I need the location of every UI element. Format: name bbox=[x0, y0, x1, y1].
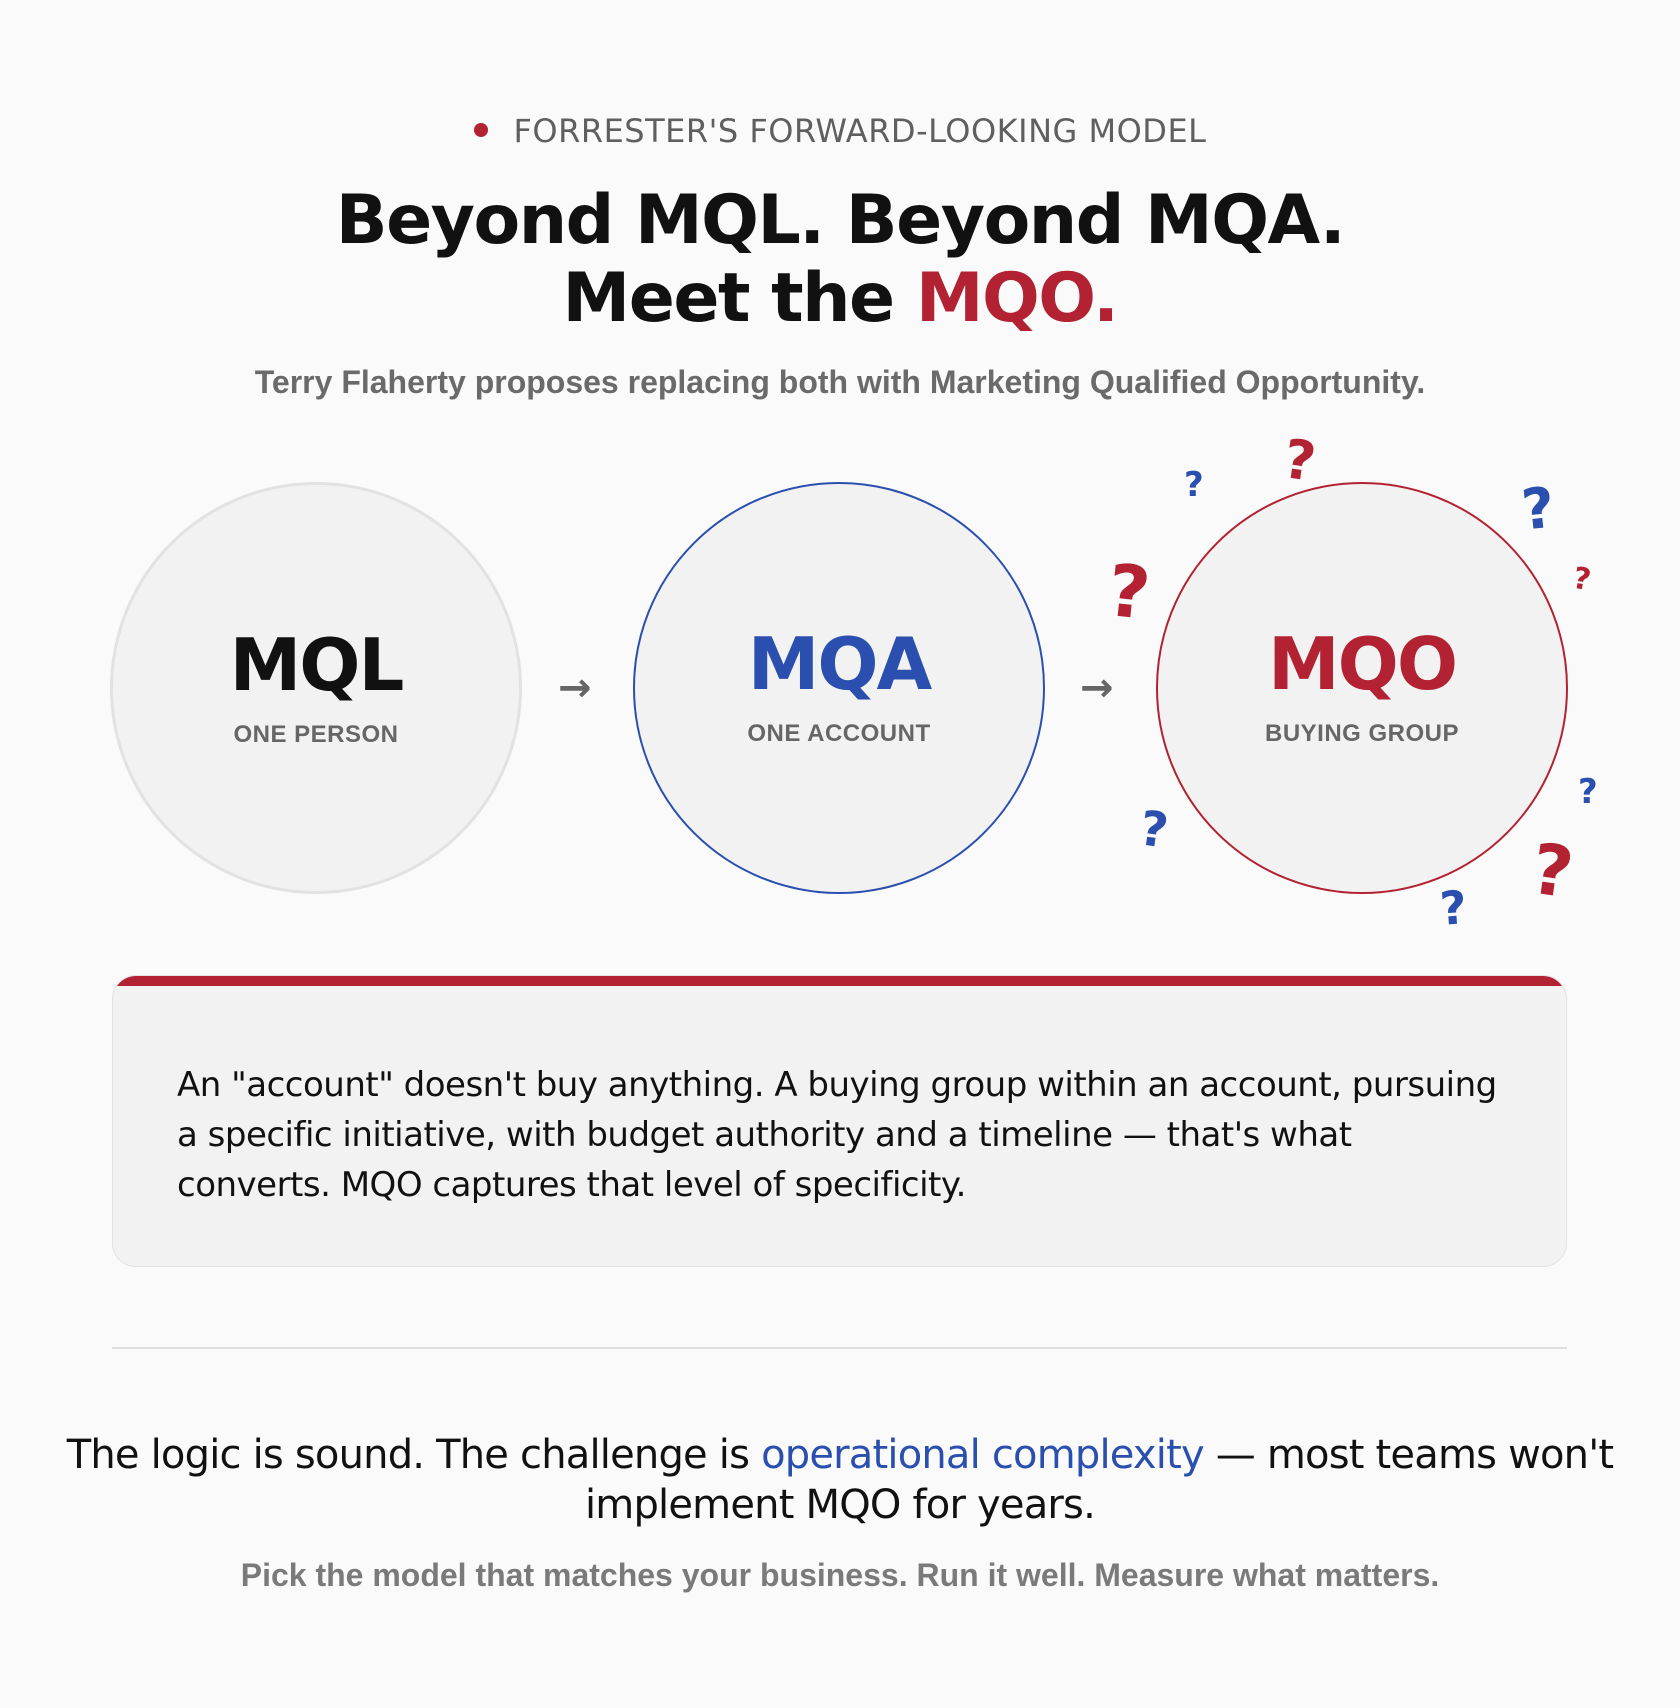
card-accent-bar bbox=[113, 976, 1566, 986]
title-line-1: Beyond MQL. Beyond MQA. bbox=[335, 181, 1345, 260]
divider bbox=[112, 1347, 1567, 1349]
mqa-circle bbox=[633, 482, 1045, 894]
eyebrow-text: FORRESTER'S FORWARD-LOOKING MODEL bbox=[513, 112, 1207, 150]
conclusion-highlight: operational complexity bbox=[761, 1432, 1204, 1478]
mql-description: ONE PERSON bbox=[233, 721, 399, 748]
question-mark-icon: ? bbox=[1279, 427, 1320, 494]
question-mark-icon: ? bbox=[1438, 880, 1469, 936]
title-line-2 bbox=[0, 260, 1680, 338]
mqo-label: MQO bbox=[1267, 622, 1457, 706]
question-mark-icon: ? bbox=[1578, 772, 1598, 812]
mqo-circle bbox=[1156, 475, 1568, 894]
mqa-label: MQA bbox=[747, 622, 931, 706]
title-accent: MQO. bbox=[915, 259, 1118, 338]
page-title bbox=[0, 182, 1680, 338]
mqo-description: BUYING GROUP bbox=[1264, 720, 1459, 747]
mqa-description: ONE ACCOUNT bbox=[747, 720, 931, 747]
subtitle: Terry Flaherty proposes replacing both with Marketing Qualified Opportunity. bbox=[254, 364, 1426, 400]
question-mark-icon: ? bbox=[1526, 827, 1579, 915]
question-mark-icon: ? bbox=[1103, 548, 1155, 636]
arrow-right-icon: → bbox=[1080, 665, 1114, 711]
red-dot-icon bbox=[474, 123, 488, 137]
conclusion bbox=[0, 1430, 1680, 1530]
eyebrow bbox=[0, 112, 1680, 150]
question-mark-icon: ? bbox=[1136, 800, 1172, 860]
title-line-2-prefix: Meet the bbox=[562, 259, 916, 338]
conclusion-prefix: The logic is sound. The challenge is bbox=[66, 1432, 762, 1478]
card-text: An "account" doesn't buy anything. A buying group within an account, pursuing a specific initiative, with budget authority and a timeline — that's what converts. MQO captures that level of specificity. bbox=[177, 1065, 1497, 1205]
question-mark-icon: ? bbox=[1518, 475, 1558, 544]
arrow-right-icon: → bbox=[558, 665, 592, 711]
quote-card bbox=[112, 975, 1567, 1267]
mql-circle bbox=[110, 482, 522, 894]
question-mark-icon: ? bbox=[1184, 465, 1204, 505]
mql-label: MQL bbox=[229, 623, 403, 707]
conclusion-suffix: — most teams won't implement MQO for years. bbox=[584, 1432, 1614, 1528]
question-mark-icon: ? bbox=[1570, 560, 1594, 599]
footer-tagline: Pick the model that matches your business. Run it well. Measure what matters. bbox=[240, 1557, 1440, 1593]
